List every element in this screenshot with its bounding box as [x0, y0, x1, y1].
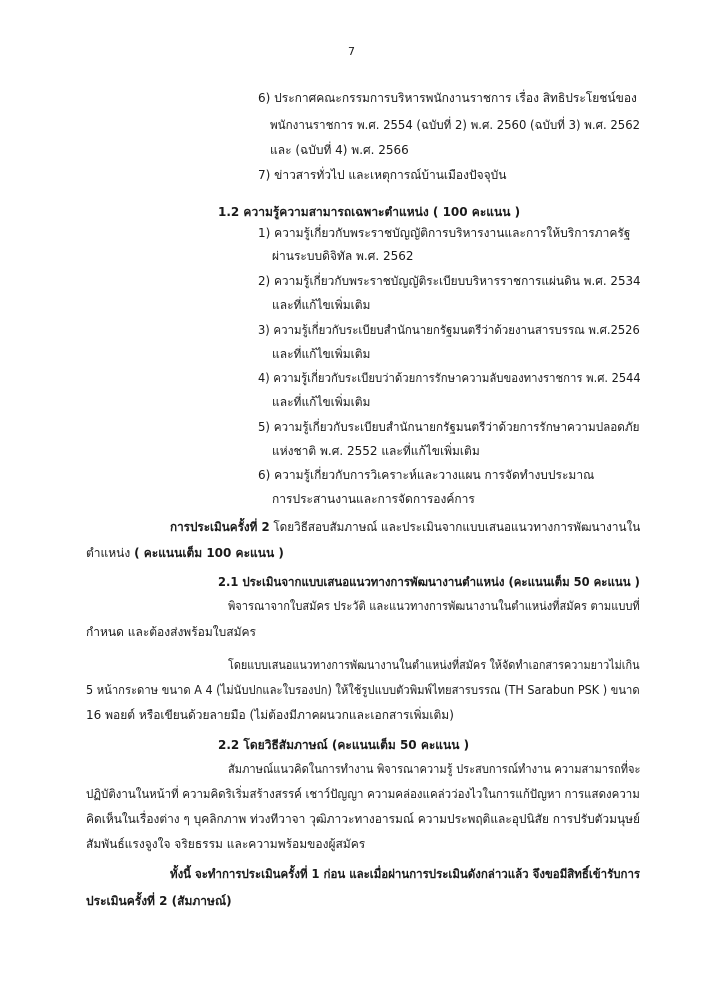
- page-number: 7: [348, 45, 355, 58]
- text-line: และที่แก้ไขเพิ่มเติม: [272, 347, 371, 361]
- bold-prefix: การประเมินครั้งที่ 2: [170, 520, 270, 534]
- text-line: ผ่านระบบดิจิทัล พ.ศ. 2562: [272, 249, 414, 263]
- text-line: พนักงานราชการ พ.ศ. 2554 (ฉบับที่ 2) พ.ศ. 2560 (ฉบับที่ 3) พ.ศ. 2562: [270, 118, 640, 132]
- text-line: และ (ฉบับที่ 4) พ.ศ. 2566: [270, 143, 409, 157]
- text-line: และที่แก้ไขเพิ่มเติม: [272, 298, 371, 312]
- text-line: สัมภาษณ์แนวคิดในการทำงาน พิจารณาความรู้ ประสบการณ์ทำงาน ความสามารถที่จะ: [228, 762, 641, 776]
- text-line: การประสานงานและการจัดการองค์การ: [272, 492, 475, 506]
- text-line: แห่งชาติ พ.ศ. 2552 และที่แก้ไขเพิ่มเติม: [272, 444, 480, 458]
- text-line: ปฏิบัติงานในหน้าที่ ความคิดริเริ่มสร้างสรรค์ เชาว์ปัญญา ความคล่องแคล่วว่องไวในการแก้ปัญหา การแสดงความ: [86, 787, 640, 801]
- closing-note: ทั้งนี้ จะทำการประเมินครั้งที่ 1 ก่อน และเมื่อผ่านการประเมินดังกล่าวแล้ว จึงขอมีสิทธิ์เข้ารับการ: [170, 867, 641, 881]
- text-line: 5) ความรู้เกี่ยวกับระเบียบสำนักนายกรัฐมนตรีว่าด้วยการรักษาความปลอดภัย: [258, 420, 640, 434]
- text-line: 3) ความรู้เกี่ยวกับระเบียบสำนักนายกรัฐมนตรีว่าด้วยงานสารบรรณ พ.ศ.2526: [258, 323, 640, 337]
- text-line: 6) ประกาศคณะกรรมการบริหารพนักงานราชการ เรื่อง สิทธิประโยชน์ของ: [258, 91, 637, 105]
- text-line: 2) ความรู้เกี่ยวกับพระราชบัญญัติระเบียบบริหารราชการแผ่นดิน พ.ศ. 2534: [258, 274, 641, 288]
- bold-suffix: ( คะแนนเต็ม 100 คะแนน ): [134, 546, 284, 560]
- section-heading: 1.2 ความรู้ความสามารถเฉพาะตำแหน่ง ( 100 คะแนน ): [218, 205, 521, 219]
- text-line: พิจารณาจากใบสมัคร ประวัติ และแนวทางการพัฒนางานในตำแหน่งที่สมัคร ตามแบบที่: [228, 599, 640, 613]
- text-line: กำหนด และต้องส่งพร้อมใบสมัคร: [86, 625, 256, 639]
- text-line: 4) ความรู้เกี่ยวกับระเบียบว่าด้วยการรักษาความลับของทางราชการ พ.ศ. 2544: [258, 371, 641, 385]
- text-line: 16 พอยต์ หรือเขียนด้วยลายมือ (ไม่ต้องมีภาคผนวกและเอกสารเพิ่มเติม): [86, 708, 454, 722]
- text-line: สัมพันธ์แรงจูงใจ จริยธรรม และความพร้อมของผู้สมัคร: [86, 837, 366, 851]
- text-line: ตำแหน่ง ( คะแนนเต็ม 100 คะแนน ): [86, 546, 284, 560]
- text-line: การประเมินครั้งที่ 2 โดยวิธีสอบสัมภาษณ์ และประเมินจากแบบเสนอแนวทางการพัฒนางานใน: [170, 520, 641, 534]
- text-line: 1) ความรู้เกี่ยวกับพระราชบัญญัติการบริหารงานและการให้บริการภาครัฐ: [258, 226, 631, 240]
- closing-note: ประเมินครั้งที่ 2 (สัมภาษณ์): [86, 894, 232, 908]
- text-line: และที่แก้ไขเพิ่มเติม: [272, 395, 371, 409]
- section-heading: 2.1 ประเมินจากแบบเสนอแนวทางการพัฒนางานตำแหน่ง (คะแนนเต็ม 50 คะแนน ): [218, 575, 640, 589]
- text-line: 6) ความรู้เกี่ยวกับการวิเคราะห์และวางแผน การจัดทำงบประมาณ: [258, 468, 595, 482]
- text-line: 5 หน้ากระดาษ ขนาด A 4 (ไม่นับปกและใบรองปก) ให้ใช้รูปแบบตัวพิมพ์ไทยสารบรรณ (TH Sarabun PSK ) ขนาด: [86, 683, 640, 697]
- section-heading: 2.2 โดยวิธีสัมภาษณ์ (คะแนนเต็ม 50 คะแนน ): [218, 738, 470, 752]
- text-line: โดยแบบเสนอแนวทางการพัฒนางานในตำแหน่งที่สมัคร ให้จัดทำเอกสารความยาวไม่เกิน: [228, 658, 640, 672]
- text-line: คิดเห็นในเรื่องต่าง ๆ บุคลิกภาพ ท่วงทีวาจา วุฒิภาวะทางอารมณ์ ความประพฤติและอุปนิสัย การปรับตัวมนุษย์: [86, 812, 641, 826]
- text-line: 7) ข่าวสารทั่วไป และเหตุการณ์บ้านเมืองปัจจุบัน: [258, 168, 507, 182]
